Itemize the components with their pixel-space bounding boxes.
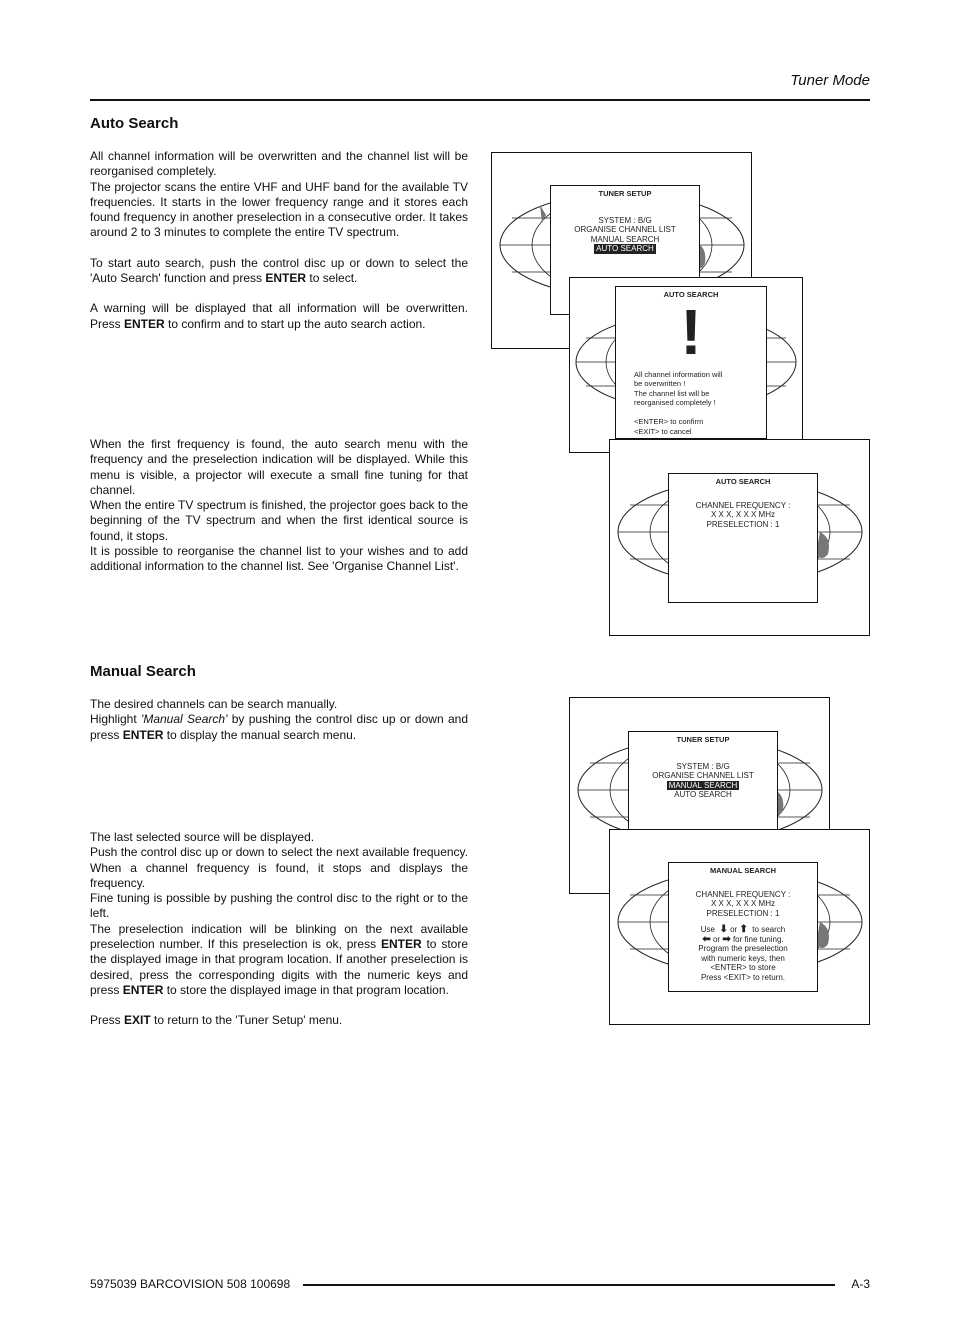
menu-title: TUNER SETUP [676,735,730,744]
menu-item-auto-search-selected[interactable]: AUTO SEARCH [596,244,654,253]
manual-search-p2b: Push the control disc up or down to select the next available frequency. When a channel frequency is found, it stops and displays the frequency. [90,845,468,890]
auto-search-menu [668,473,818,603]
text: for fine tuning. [732,934,784,944]
help-line: with numeric keys, then [701,953,785,963]
channel-frequency-value: X X X, X X X MHz [710,510,775,519]
menu-title: AUTO SEARCH [663,290,719,299]
arrow-right-icon: ➡ [722,933,731,945]
help-line: <ENTER> to store [710,963,776,972]
auto-search-p4b: When the entire TV spectrum is finished, the projector goes back to the beginning of the TV spectrum and when the first identical source is found, it stops. [90,498,468,543]
auto-search-p3 [90,301,468,332]
manual-search-p3 [90,1013,468,1028]
help-fine-tuning [669,935,817,945]
text: Highlight [90,712,142,727]
help-line: Program the preselection [698,944,788,953]
auto-search-p4c: It is possible to reorganise the channel list to your wishes and to add additional information to the channel list. See 'Organise Channel List'. [90,544,468,574]
text: to select. [306,271,358,286]
help-line: Press <EXIT> to return. [700,972,786,982]
warning-cancel: <EXIT> to cancel [634,426,692,436]
warning-line: All channel information will [634,369,723,379]
text: or [712,934,721,944]
auto-search-result-text [90,437,468,575]
text: To start auto search, push the control disc up or down to select the 'Auto Search' function and press [90,255,468,286]
exclamation-icon: ! [680,295,702,368]
warning-line: The channel list will be [634,388,710,398]
text: by pushing the control disc up or down and press [90,712,468,742]
auto-search-p2 [90,256,468,287]
screen-warning [569,277,803,453]
header-rule [90,99,870,101]
key-exit: EXIT [124,1013,151,1028]
manual-search-steps [90,830,468,1029]
auto-search-p1b: The projector scans the entire VHF and UHF band for the available TV frequencies. It starts in the lower frequency range and it stores each found frequency in another preselection in a consecutive order. It takes around 2 to 3 minutes to complete the entire TV spectrum. [90,179,468,240]
text: to return to the 'Tuner Setup' menu. [150,1013,343,1028]
text: to display the manual search menu. [163,727,357,742]
screen-auto-search [609,439,870,636]
text: to store the displayed image in that program location. If another preselection is desired, press the corresponding digits with the numeric keys and press [90,937,468,997]
arrow-left-icon: ⬅ [702,933,711,945]
page-number: A-3 [851,1277,870,1291]
manual-search-p2a: The last selected source will be displayed. [90,830,315,844]
text: A warning will be displayed that all information will be overwritten. Press [90,301,468,331]
channel-frequency-label: CHANNEL FREQUENCY : [695,500,791,510]
arrow-down-icon: ⬇ [719,924,728,935]
footer-doc-id: 5975039 BARCOVISION 508 100698 [90,1277,291,1291]
help-search [669,925,817,935]
key-enter: ENTER [122,727,164,742]
channel-frequency-value: X X X, X X X MHz [710,899,775,908]
text: Use [700,925,716,934]
manual-search-menu [668,862,818,992]
preselection: PRESELECTION : 1 [706,519,780,529]
text: to search [752,925,786,934]
text-emphasis: 'Manual Search' [141,712,228,727]
text: or [730,925,738,934]
warning-line: reorganised completely ! [634,398,716,407]
manual-search-p1a: The desired channels can be search manually. [90,697,338,711]
arrow-up-icon: ⬆ [739,924,748,935]
key-enter: ENTER [380,937,422,952]
manual-search-p2c: Fine tuning is possible by pushing the control disc to the right or to the left. [90,891,468,921]
manual-search-p1b [90,712,468,743]
key-enter: ENTER [124,316,165,331]
key-enter: ENTER [122,982,164,997]
warning-confirm: <ENTER> to confirm [634,417,704,426]
channel-frequency-label: CHANNEL FREQUENCY : [695,889,791,899]
footer-rule [303,1284,835,1286]
auto-search-heading: Auto Search [90,115,179,132]
auto-search-p4a: When the first frequency is found, the auto search menu with the frequency and the preselection indication will be displayed. While this menu is visible, a projector will execute a small fine tuning for that channel. [90,437,468,497]
menu-item-manual-search-selected[interactable]: MANUAL SEARCH [668,780,738,790]
text: to confirm and to start up the auto search action. [164,316,426,331]
warning-menu [615,286,767,439]
auto-search-p1a: All channel information will be overwritten and the channel list will be reorganised completely. [90,149,468,179]
manual-search-p2d [90,922,468,998]
preselection: PRESELECTION : 1 [706,908,780,918]
menu-item-manual-search[interactable]: MANUAL SEARCH [590,234,660,244]
text: Press [90,1013,125,1028]
text: The preselection indication will be blinking on the next available preselection number. If this preselection is ok, press [90,921,468,952]
menu-title: AUTO SEARCH [715,477,771,486]
menu-item-organise[interactable]: ORGANISE CHANNEL LIST [574,225,676,234]
menu-title: TUNER SETUP [598,189,652,198]
key-enter: ENTER [265,271,307,286]
page-header-title: Tuner Mode [790,72,870,89]
menu-title: MANUAL SEARCH [709,866,777,875]
auto-search-intro [90,149,468,332]
menu-item-auto-search[interactable]: AUTO SEARCH [674,790,732,799]
manual-search-heading: Manual Search [90,663,196,680]
warning-line: be overwritten ! [634,379,686,388]
menu-item-organise[interactable]: ORGANISE CHANNEL LIST [652,771,754,780]
manual-search-intro [90,697,468,743]
text: to store the displayed image in that program location. [163,982,449,997]
screen-manual-search [609,829,870,1025]
menu-item-system[interactable]: SYSTEM : B/G [676,761,730,771]
menu-item-system[interactable]: SYSTEM : B/G [598,215,652,225]
